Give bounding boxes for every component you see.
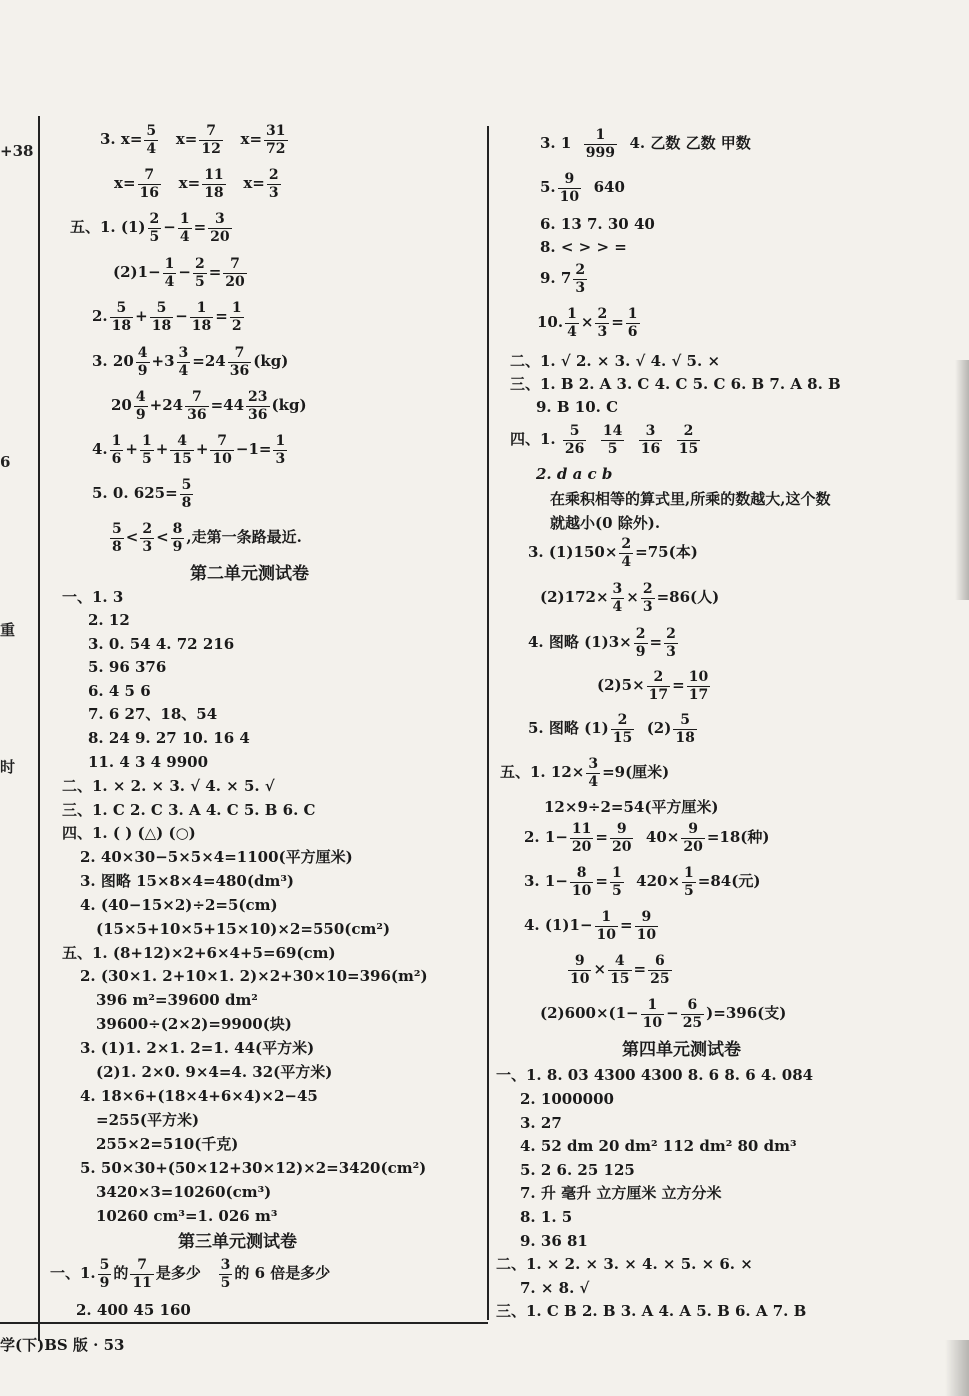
answer-line: (15×5+10×5+15×10)×2=550(cm²) (96, 920, 391, 938)
section-heading: 第三单元测试卷 (178, 1232, 297, 1252)
answer-line: $\frac{5}{8}$ < $\frac{2}{3}$ < $\frac{8}{9}$ ,走第一条路最近. (112, 521, 302, 555)
answer-line: 3. x= $\frac{5}{4}$ x= $\frac{7}{12}$ x= $\frac{31}{72}$ (100, 123, 286, 157)
answer-line: 9. 36 81 (520, 1232, 588, 1250)
answer-line: 8. < > > = (540, 238, 627, 256)
answer-line: (2)1. 2×0. 9×4=4. 32(平方米) (96, 1063, 333, 1081)
answer-line: (2)172× $\frac{3}{4}$ × $\frac{2}{3}$ =86(人) (540, 581, 720, 615)
answer-line: 3. (1)150× $\frac{2}{4}$ =75(本) (528, 536, 698, 570)
answer-line: 2. 1000000 (520, 1090, 614, 1108)
answer-line: 3. 图略 15×8×4=480(dm³) (80, 872, 294, 890)
answer-line: 2. d a c b (536, 465, 613, 483)
answer-line: 3. 1− $\frac{8}{10}$ = $\frac{1}{5}$ 420× $\frac{1}{5}$ =84(元) (524, 865, 761, 899)
edge-text: 时 (0, 758, 16, 776)
answer-line: 2. 40×30−5×5×4=1100(平方厘米) (80, 848, 353, 866)
answer-line: 5. $\frac{9}{10}$ 640 (540, 171, 625, 205)
answer-line: 四、1. ( ) (△) (○) (62, 824, 196, 842)
answer-line: 8. 1. 5 (520, 1208, 573, 1226)
answer-line: 3. 1 $\frac{1}{999}$ 4. 乙数 乙数 甲数 (540, 127, 751, 161)
answer-line: 2. (30×1. 2+10×1. 2)×2+30×10=396(m²) (80, 967, 428, 985)
scan-shadow (945, 1340, 969, 1396)
answer-line: 一、1. 8. 03 4300 4300 8. 6 8. 6 4. 084 (496, 1066, 814, 1084)
answer-line: 4. 图略 (1)3× $\frac{2}{9}$ = $\frac{2}{3}$ (528, 626, 676, 660)
answer-line: 五、1. (1) $\frac{2}{5}$ − $\frac{1}{4}$ = $\frac{3}{20}$ (70, 211, 230, 245)
answer-line: 4. (1)1− $\frac{1}{10}$ = $\frac{9}{10}$ (524, 909, 657, 943)
answer-line: 5. 图略 (1) $\frac{2}{15}$ (2) $\frac{5}{18}$ (528, 712, 695, 746)
scan-shadow (955, 360, 969, 600)
answer-line: 五、1. 12× $\frac{3}{4}$ =9(厘米) (500, 756, 670, 790)
footer-rule (0, 1322, 488, 1324)
column-divider (487, 126, 489, 1320)
answer-line: 7. 6 27、18、54 (88, 705, 218, 723)
answer-line: 4. 18×6+(18×4+6×4)×2−45 (80, 1087, 318, 1105)
answer-line: 5. 2 6. 25 125 (520, 1161, 635, 1179)
answer-line: 五、1. (8+12)×2+6×4+5=69(cm) (62, 944, 336, 962)
answer-line: 2. $\frac{5}{18}$ + $\frac{5}{18}$ − $\frac{1}{18}$ = $\frac{1}{2}$ (92, 300, 242, 334)
answer-line: 4. $\frac{1}{6}$ + $\frac{1}{5}$ + $\frac{4}{15}$ + $\frac{7}{10}$ −1= $\frac{1}{3}$ (92, 433, 286, 467)
answer-line: 二、1. × 2. × 3. × 4. × 5. × 6. × (496, 1255, 753, 1273)
answer-line: 一、1. 3 (62, 588, 124, 606)
answer-line: 4. 52 dm 20 dm² 112 dm² 80 dm³ (520, 1137, 797, 1155)
edge-text: 6 (0, 453, 11, 471)
answer-line: (2)5× $\frac{2}{17}$ = $\frac{10}{17}$ (597, 669, 709, 703)
answer-line: 3. (1)1. 2×1. 2=1. 44(平方米) (80, 1039, 315, 1057)
answer-line: 3. 27 (520, 1114, 562, 1132)
answer-line: 三、1. C 2. C 3. A 4. C 5. B 6. C (62, 801, 316, 819)
answer-line: 在乘积相等的算式里,所乘的数越大,这个数 (550, 490, 831, 508)
answer-line: 就越小(0 除外). (550, 514, 661, 532)
answer-line: 12×9÷2=54(平方厘米) (544, 798, 719, 816)
answer-line: 5. 50×30+(50×12+30×12)×2=3420(cm²) (80, 1159, 427, 1177)
answer-line: (2)1− $\frac{1}{4}$ − $\frac{2}{5}$ = $\frac{7}{20}$ (113, 256, 245, 290)
answer-line: 四、1. $\frac{5}{26}$ $\frac{14}{5}$ $\frac{3}{16}$ $\frac{2}{15}$ (510, 423, 699, 457)
page-footer: 学(下)BS 版 · 53 (0, 1336, 125, 1354)
answer-line: 396 m²=39600 dm² (96, 991, 258, 1009)
answer-line: x= $\frac{7}{16}$ x= $\frac{11}{18}$ x= $\frac{2}{3}$ (114, 167, 279, 201)
answer-line: 2. 400 45 160 (76, 1301, 191, 1319)
answer-line: 11. 4 3 4 9900 (88, 753, 209, 771)
answer-line: 三、1. B 2. A 3. C 4. C 5. C 6. B 7. A 8. B (510, 375, 841, 393)
answer-line: 8. 24 9. 27 10. 16 4 (88, 729, 250, 747)
answer-line: (2)600×(1− $\frac{1}{10}$ − $\frac{6}{25}$ )=396(支) (540, 997, 787, 1031)
answer-line: 3. 0. 54 4. 72 216 (88, 635, 235, 653)
answer-line: 255×2=510(千克) (96, 1135, 239, 1153)
answer-line: 3. 20 $\frac{4}{9}$ +3 $\frac{3}{4}$ =24 $\frac{7}{36}$ (kg) (92, 345, 289, 379)
column-divider (38, 116, 40, 1341)
answer-line: 2. 1− $\frac{11}{20}$ = $\frac{9}{20}$ 40× $\frac{9}{20}$ =18(种) (524, 821, 770, 855)
answer-line: 3420×3=10260(cm³) (96, 1183, 272, 1201)
answer-line: =255(平方米) (96, 1111, 200, 1129)
answer-line: 9. B 10. C (536, 398, 619, 416)
answer-line: 6. 13 7. 30 40 (540, 215, 655, 233)
answer-line: 7. 升 毫升 立方厘米 立方分米 (520, 1184, 722, 1202)
edge-text: 重 (0, 621, 16, 639)
edge-text: +38 (0, 142, 34, 160)
answer-line: 5. 0. 625= $\frac{5}{8}$ (92, 477, 192, 511)
answer-line: 9. 7 $\frac{2}{3}$ (540, 262, 586, 296)
answer-line: 2. 12 (88, 611, 130, 629)
answer-line: 20 $\frac{4}{9}$ +24 $\frac{7}{36}$ =44 $\frac{23}{36}$ (kg) (111, 389, 307, 423)
answer-line: 5. 96 376 (88, 658, 167, 676)
answer-line: 二、1. √ 2. × 3. √ 4. √ 5. × (510, 352, 721, 370)
answer-line: 6. 4 5 6 (88, 682, 151, 700)
answer-line: 7. × 8. √ (520, 1279, 590, 1297)
answer-line: 10260 cm³=1. 026 m³ (96, 1207, 278, 1225)
section-heading: 第四单元测试卷 (622, 1040, 741, 1060)
section-heading: 第二单元测试卷 (190, 564, 309, 584)
answer-line: 10. $\frac{1}{4}$ × $\frac{2}{3}$ = $\frac{1}{6}$ (537, 306, 638, 340)
answer-line: 4. (40−15×2)÷2=5(cm) (80, 896, 278, 914)
answer-line: 一、1. $\frac{5}{9}$ 的 $\frac{7}{11}$ 是多少 $\frac{3}{5}$ 的 6 倍是多少 (50, 1257, 331, 1291)
answer-line: $\frac{9}{10}$ × $\frac{4}{15}$ = $\frac{6}{25}$ (570, 953, 670, 987)
answer-line: 三、1. C B 2. B 3. A 4. A 5. B 6. A 7. B (496, 1302, 807, 1320)
answer-line: 39600÷(2×2)=9900(块) (96, 1015, 292, 1033)
answer-line: 二、1. × 2. × 3. √ 4. × 5. √ (62, 777, 275, 795)
